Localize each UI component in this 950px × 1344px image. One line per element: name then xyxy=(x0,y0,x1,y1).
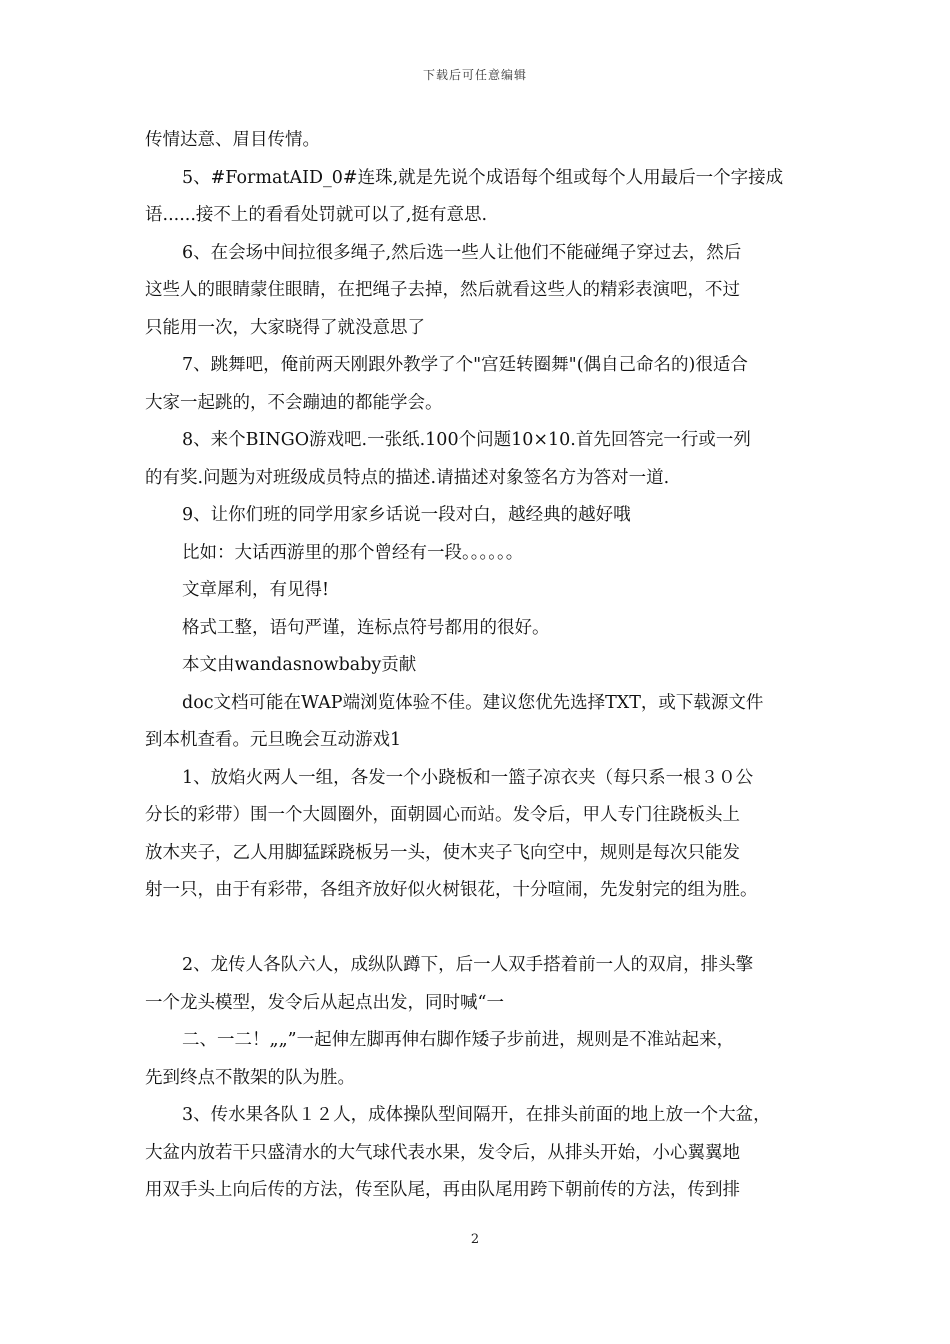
text-line: 8、来个BINGO游戏吧.一张纸.100个问题10×10.首先回答完一行或一列 xyxy=(182,430,751,450)
text-line: 语......接不上的看看处罚就可以了,挺有意思. xyxy=(145,205,488,225)
text-line: 先到终点不散架的队为胜。 xyxy=(145,1067,355,1088)
text-line: 格式工整，语句严谨，连标点符号都用的很好。 xyxy=(182,617,550,638)
paragraph-gap xyxy=(145,910,825,948)
page-header: 下载后可任意编辑 xyxy=(422,68,527,82)
text-line: 分长的彩带）围一个大圆圈外，面朝圆心而站。发令后，甲人专门往跷板头上 xyxy=(145,805,740,825)
text-line: 的有奖.问题为对班级成员特点的描述.请描述对象签名方为答对一道. xyxy=(145,467,670,488)
text-line: 1、放焰火两人一组，各发一个小跷板和一篮子凉衣夹（每只系一根３０公 xyxy=(182,767,754,788)
text-line: 9、让你们班的同学用家乡话说一段对白，越经典的越好哦 xyxy=(182,505,631,525)
text-line: 用双手头上向后传的方法，传至队尾，再由队尾用跨下朝前传的方法，传到排 xyxy=(145,1180,740,1200)
text-line: 只能用一次，大家晓得了就没意思了 xyxy=(145,317,425,338)
text-line: 本文由wandasnowbaby贡献 xyxy=(182,655,417,675)
text-line: 文章犀利，有见得! xyxy=(182,580,330,600)
text-line: 传情达意、眉目传情。 xyxy=(145,130,320,150)
text-line: 放木夹子，乙人用脚猛踩跷板另一头，使木夹子飞向空中，规则是每次只能发 xyxy=(145,842,740,863)
page-number: 2 xyxy=(470,1232,480,1247)
text-line: 2、龙传人各队六人，成纵队蹲下，后一人双手搭着前一人的双肩，排头擎 xyxy=(182,955,754,975)
text-line: doc文档可能在WAP端浏览体验不佳。建议您优先选择TXT，或下载源文件 xyxy=(182,692,764,713)
text-line: 3、传水果各队１２人，成体操队型间隔开，在排头前面的地上放一个大盆， xyxy=(182,1105,771,1125)
text-line: 到本机查看。元旦晚会互动游戏1 xyxy=(145,730,402,750)
text-line: 这些人的眼睛蒙住眼睛，在把绳子去掉，然后就看这些人的精彩表演吧，不过 xyxy=(145,280,740,300)
text-line: 比如：大话西游里的那个曾经有一段。。。。。。 xyxy=(182,542,524,563)
text-line: 射一只，由于有彩带，各组齐放好似火树银花，十分喧闹，先发射完的组为胜。 xyxy=(145,880,758,900)
text-line: 二、一二！„„”一起伸左脚再伸右脚作矮子步前进，规则是不准站起来， xyxy=(182,1030,735,1050)
text-line: 一个龙头模型，发令后从起点出发，同时喊“一 xyxy=(145,992,504,1013)
text-line: 大家一起跳的，不会蹦迪的都能学会。 xyxy=(145,392,443,413)
text-line: 6、在会场中间拉很多绳子,然后选一些人让他们不能碰绳子穿过去，然后 xyxy=(182,242,742,263)
text-line: 7、跳舞吧，俺前两天刚跟外教学了个"宫廷转圈舞"(偶自己命名的)很适合 xyxy=(182,355,748,375)
text-line: 5、#FormatAID_0#连珠,就是先说个成语每个组或每个人用最后一个字接成 xyxy=(182,167,784,188)
text-line: 大盆内放若干只盛清水的大气球代表水果，发令后，从排头开始，小心翼翼地 xyxy=(145,1142,740,1163)
document-body xyxy=(145,122,825,1210)
